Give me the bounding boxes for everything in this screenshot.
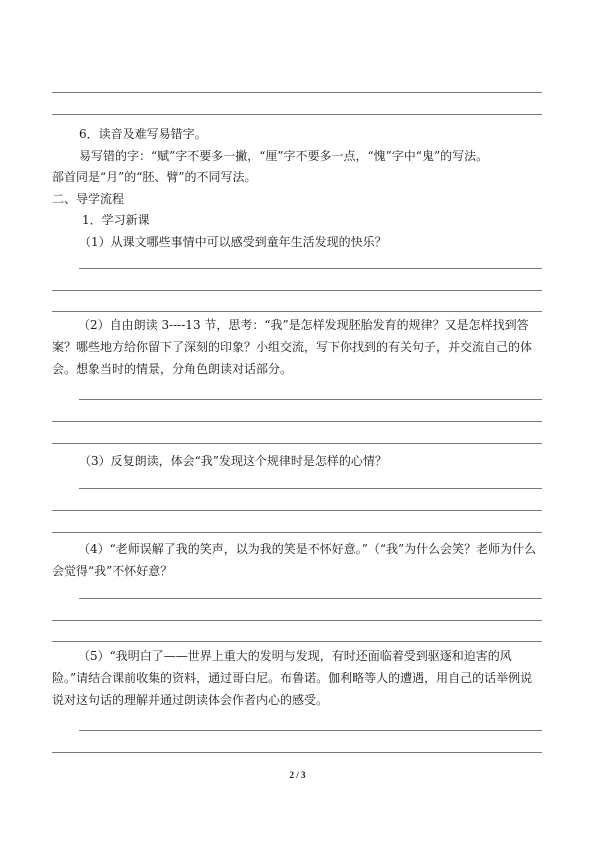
answer-line (79, 268, 542, 269)
answer-line (52, 752, 542, 753)
answer-line (52, 532, 542, 533)
question-4: （4）“老师误解了我的笑声，以为我的笑是不怀好意。”（“我”为什么会笑？老师为什么会觉得“我”不怀好意？ (52, 542, 537, 578)
question-5: （5）“我明白了——世界上重大的发明与发现，有时还面临着受到驱逐和迫害的风险。”请结合课前收集的资料，通过哥白尼。布鲁诺。伽利略等人的遭遇，用自己的话举例说说对这句话的理解并通过朗读体会作者内心的感受。 (52, 649, 533, 707)
answer-line (79, 488, 542, 489)
item6-line2: 部首同是“月”的“胚、臂”的不同写法。 (52, 170, 257, 184)
page-number: 2 / 3 (289, 770, 306, 780)
question-3: （3）反复朗读，体会“我”发现这个规律时是怎样的心情？ (79, 454, 387, 468)
answer-line (52, 311, 542, 312)
answer-line (79, 730, 542, 731)
answer-line (52, 443, 542, 444)
answer-line (52, 290, 542, 291)
question-2: （2）自由朗读 3----13 节，思考：“我”是怎样发现胚胎发育的规律？又是怎样找到答案？哪些地方给你留下了深刻的印象？小组交流，写下你找到的有关句子，并交流自己的体会。想象当时的情景，分角色朗读对话部分。 (52, 318, 533, 376)
answer-line (52, 620, 542, 621)
item6-title: 6．读音及难写易错字。 (79, 127, 207, 141)
answer-line (79, 598, 542, 599)
item6-line1: 易写错的字：“赋”字不要多一撇，“厘”字不要多一点，“愧”字中“鬼”的写法。 (79, 149, 489, 163)
answer-line (52, 421, 542, 422)
section2-title: 二、导学流程 (52, 192, 125, 206)
answer-line (79, 399, 542, 400)
answer-line (52, 641, 542, 642)
answer-line (52, 510, 542, 511)
answer-line (52, 114, 542, 115)
answer-line (52, 92, 542, 93)
sub1-title: 1．学习新课 (82, 213, 150, 227)
question-1: （1）从课文哪些事情中可以感受到童年生活发现的快乐？ (79, 235, 387, 249)
